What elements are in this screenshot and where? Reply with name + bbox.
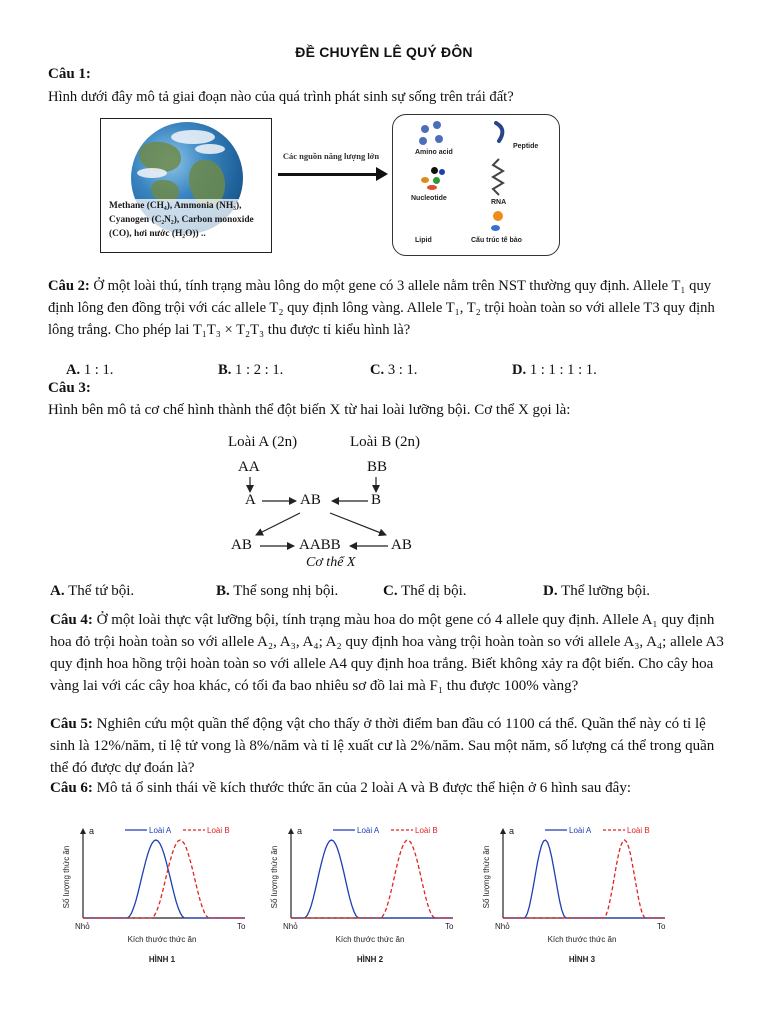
- chart-hinh-3: [475, 822, 675, 977]
- chart-hinh-2: [263, 822, 463, 977]
- q3-option-a[interactable]: A. Thể tứ bội.: [50, 583, 135, 599]
- x-end-label: To: [445, 922, 454, 931]
- y-axis-letter: a: [509, 826, 515, 836]
- body-x-label: Cơ thể X: [306, 555, 356, 570]
- series-curve-0: [83, 840, 245, 918]
- gamete-ab-right: AB: [391, 537, 412, 553]
- genotype-aa: AA: [238, 459, 260, 475]
- y-axis-arrow-icon: [288, 828, 294, 834]
- y-axis-letter: a: [297, 826, 303, 836]
- q3-option-c[interactable]: C. Thể dị bội.: [383, 583, 467, 599]
- x-axis-label: Kích thước thức ăn: [547, 935, 617, 944]
- q6-block: [50, 777, 730, 799]
- species-a-label: Loài A (2n): [228, 434, 298, 450]
- earth-text-line-1: Methane (CH₄), Ammonia (NH₃),: [109, 199, 269, 213]
- series-curve-1: [83, 840, 245, 918]
- x-start-label: Nhỏ: [283, 922, 298, 931]
- q6-label: Câu 6:: [50, 780, 93, 796]
- q5-block: [50, 713, 730, 779]
- y-axis-label: Số lượng thức ăn: [270, 845, 279, 909]
- y-axis-arrow-icon: [500, 828, 506, 834]
- chart-title: HÌNH 1: [148, 955, 176, 964]
- chart-hinh-2-svg: [263, 822, 463, 972]
- chart-title: HÌNH 2: [356, 955, 384, 964]
- gamete-a: A: [245, 492, 256, 508]
- cell-structure-label: Cấu trúc tế bào: [471, 237, 522, 244]
- series-curve-1: [291, 840, 453, 918]
- q5-label: Câu 5:: [50, 716, 93, 732]
- earth-text-line-3: (CO), hơi nước (H₂O)) ..: [109, 227, 269, 241]
- chart-title: HÌNH 3: [568, 955, 596, 964]
- q2-label: Câu 2:: [48, 278, 90, 294]
- energy-arrow-label: Các nguồn năng lượng lớn: [282, 151, 380, 161]
- q2-option-a[interactable]: A. 1 : 1.: [66, 362, 114, 378]
- q1-label: Câu 1:: [48, 66, 91, 82]
- earth-text-line-2: Cyanogen (C₂N₂), Carbon monoxide: [109, 213, 269, 227]
- species-b-label: Loài B (2n): [350, 434, 420, 450]
- x-end-label: To: [237, 922, 246, 931]
- series-curve-0: [503, 840, 665, 918]
- q3-label: Câu 3:: [48, 380, 91, 396]
- amino-acid-label: Amino acid: [415, 149, 453, 156]
- q2-text: Ở một loài thú, tính trạng màu lông do một gene có 3 allele nằm trên NST thường quy định. Allele T₁ quy định lông đen đồng trội với các allele T₂ quy định lông vàng. Allele T₁, T₂ trội hoàn toàn so với allele T3 quy định lông trắng. Cho phép lai T₁T₃ × T₂T₃ thu được tỉ kiểu hình là?: [48, 278, 715, 338]
- x-start-label: Nhỏ: [75, 922, 90, 931]
- gamete-ab-left: AB: [231, 537, 252, 553]
- x-axis-label: Kích thước thức ăn: [127, 935, 197, 944]
- peptide-label: Peptide: [513, 143, 539, 150]
- legend-label-0: Loài A: [357, 826, 380, 835]
- q2-option-d[interactable]: D. 1 : 1 : 1 : 1.: [512, 362, 597, 378]
- genotype-bb: BB: [367, 459, 388, 475]
- q2-option-b[interactable]: B. 1 : 2 : 1.: [218, 362, 284, 378]
- rna-label: RNA: [491, 199, 507, 206]
- y-axis-arrow-icon: [80, 828, 86, 834]
- legend-label-0: Loài A: [569, 826, 592, 835]
- q3-option-b[interactable]: B. Thể song nhị bội.: [216, 583, 339, 599]
- q1-text: Hình dưới đây mô tả giai đoạn nào của quá trình phát sinh sự sống trên trái đất?: [48, 89, 514, 105]
- nucleotide-label: Nucleotide: [411, 195, 447, 202]
- x-start-label: Nhỏ: [495, 922, 510, 931]
- genotype-aabb: AABB: [299, 537, 341, 553]
- x-end-label: To: [657, 922, 666, 931]
- legend-label-0: Loài A: [149, 826, 172, 835]
- chart-hinh-1: [55, 822, 255, 977]
- q3-text: Hình bên mô tả cơ chế hình thành thể đột biến X từ hai loài lưỡng bội. Cơ thể X gọi là:: [48, 402, 571, 418]
- chart-hinh-1-svg: [55, 822, 255, 972]
- hybrid-ab: AB: [300, 492, 321, 508]
- q3-option-d[interactable]: D. Thể lưỡng bội.: [543, 583, 651, 599]
- q4-label: Câu 4:: [50, 612, 93, 628]
- legend-label-1: Loài B: [415, 826, 438, 835]
- series-curve-1: [503, 840, 665, 918]
- y-axis-label: Số lượng thức ăn: [62, 845, 71, 909]
- page-title: ĐỀ CHUYÊN LÊ QUÝ ĐÔN: [295, 44, 473, 60]
- legend-label-1: Loài B: [627, 826, 650, 835]
- q5-text: Nghiên cứu một quần thể động vật cho thấy ở thời điểm ban đầu có 1100 cá thể. Quần thể này có tỉ lệ sinh là 12%/năm, tỉ lệ tử vong là 8%/năm và tỉ lệ xuất cư là 2%/năm. Sau một năm, số lượng cá thể trong quần thể đó được dự đoán là?: [50, 716, 715, 776]
- q4-text: Ở một loài thực vật lưỡng bội, tính trạng màu hoa do một gene có 4 allele quy định. Allele A₁ quy định hoa đỏ trội hoàn toàn so với allele A₂, A₃, A₄; A₂ quy định hoa vàng trội hoàn toàn so với allele A₃, A₄; allele A3 quy định hoa hồng trội hoàn toàn so với allele A4 quy định hoa trắng. Biết không xảy ra đột biến. Cho cây hoa vàng lai với các cây hoa khác, có tối đa bao nhiêu sơ đồ lai mà F₁ thu được 100% vàng?: [50, 612, 724, 694]
- legend-label-1: Loài B: [207, 826, 230, 835]
- y-axis-letter: a: [89, 826, 95, 836]
- lipid-label: Lipid: [415, 237, 432, 244]
- x-axis-label: Kích thước thức ăn: [335, 935, 405, 944]
- chart-hinh-3-svg: [475, 822, 675, 972]
- q4-block: [50, 609, 730, 697]
- q2-option-c[interactable]: C. 3 : 1.: [370, 362, 418, 378]
- y-axis-label: Số lượng thức ăn: [482, 845, 491, 909]
- gamete-b: B: [371, 492, 382, 508]
- q6-text: Mô tả ổ sinh thái về kích thước thức ăn của 2 loài A và B được thể hiện ở 6 hình sau đây:: [96, 780, 632, 796]
